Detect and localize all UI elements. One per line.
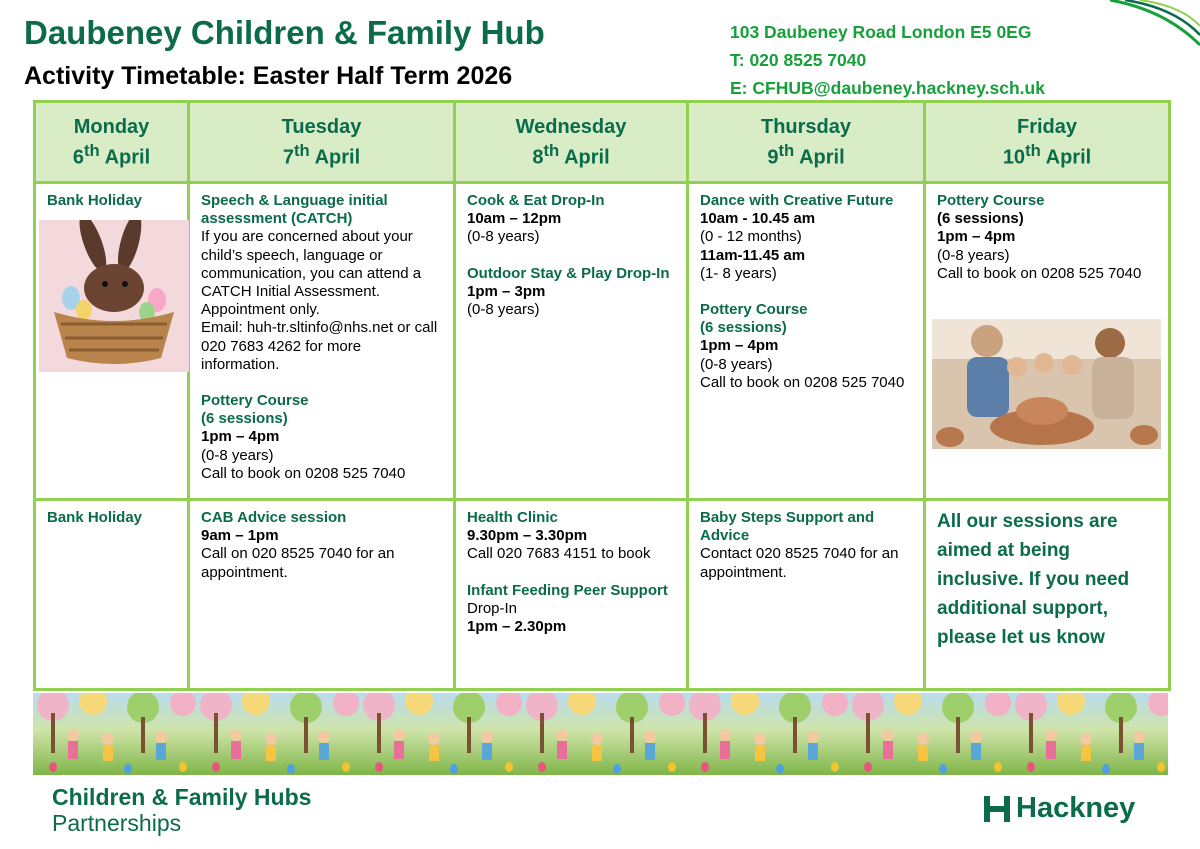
- day-wednesday: Wednesday 8th April: [455, 102, 688, 183]
- address: 103 Daubeney Road London E5 0EG: [730, 22, 1032, 42]
- family-pottery-image: [932, 319, 1161, 449]
- cfh-partnerships-logo: Children & Family Hubs Partnerships: [52, 784, 312, 836]
- phone[interactable]: T: 020 8525 7040: [730, 50, 867, 70]
- easter-bunny-basket-image: [39, 220, 189, 372]
- cell-wed-2: Health Clinic 9.30pm – 3.30pm Call 020 7683 4151 to book Infant Feeding Peer Support Drop-In 1pm – 2.30pm: [455, 500, 688, 690]
- timetable: [33, 100, 1171, 691]
- cell-mon-2: Bank Holiday: [35, 500, 189, 690]
- cell-tue-1: Speech & Language initial assessment (CATCH) If you are concerned about your child’s speech, language or communication, you can attend a CATCH Initial Assessment. Appointment only. Email: huh-tr.sltinfo@nhs.net or call 020 7683 4262 for more information. Pottery Course (6 sessions) 1pm – 4pm (0-8 years) Call to book on 0208 525 7040: [189, 183, 455, 500]
- decorative-swoosh: [1070, 0, 1200, 60]
- day-friday: Friday 10th April: [925, 102, 1170, 183]
- easter-egg-hunt-banner-image: [33, 693, 1168, 775]
- day-thursday: Thursday 9th April: [688, 102, 925, 183]
- contact-block: [730, 18, 1045, 102]
- day-monday: Monday 6th April: [35, 102, 189, 183]
- cell-fri-1: Pottery Course (6 sessions) 1pm – 4pm (0-8 years) Call to book on 0208 525 7040: [925, 183, 1170, 500]
- day-tuesday: Tuesday 7th April: [189, 102, 455, 183]
- hackney-h-icon: [982, 794, 1012, 824]
- day-header-row: [35, 102, 1170, 183]
- email[interactable]: E: CFHUB@daubeney.hackney.sch.uk: [730, 78, 1045, 98]
- hackney-logo: Hackney: [982, 792, 1135, 825]
- cell-fri-2: [925, 500, 1170, 690]
- page-subtitle: Activity Timetable: Easter Half Term 2026: [24, 62, 513, 90]
- timetable-row-1: [35, 183, 1170, 500]
- cell-thu-1: Dance with Creative Future 10am - 10.45 am (0 - 12 months) 11am-11.45 am (1- 8 years) Pottery Course (6 sessions) 1pm – 4pm (0-8 years) Call to book on 0208 525 7040: [688, 183, 925, 500]
- cell-thu-2: Baby Steps Support and Advice Contact 020 8525 7040 for an appointment.: [688, 500, 925, 690]
- cell-tue-2: CAB Advice session 9am – 1pm Call on 020 8525 7040 for an appointment.: [189, 500, 455, 690]
- cell-mon-1: Bank Holiday: [35, 183, 189, 500]
- page-title: Daubeney Children & Family Hub: [24, 14, 545, 51]
- inclusion-note: All our sessions are aimed at being inclusive. If you need additional support, please let us know: [937, 511, 1130, 648]
- cell-wed-1: Cook & Eat Drop-In 10am – 12pm (0-8 years) Outdoor Stay & Play Drop-In 1pm – 3pm (0-8 years): [455, 183, 688, 500]
- timetable-row-2: [35, 500, 1170, 690]
